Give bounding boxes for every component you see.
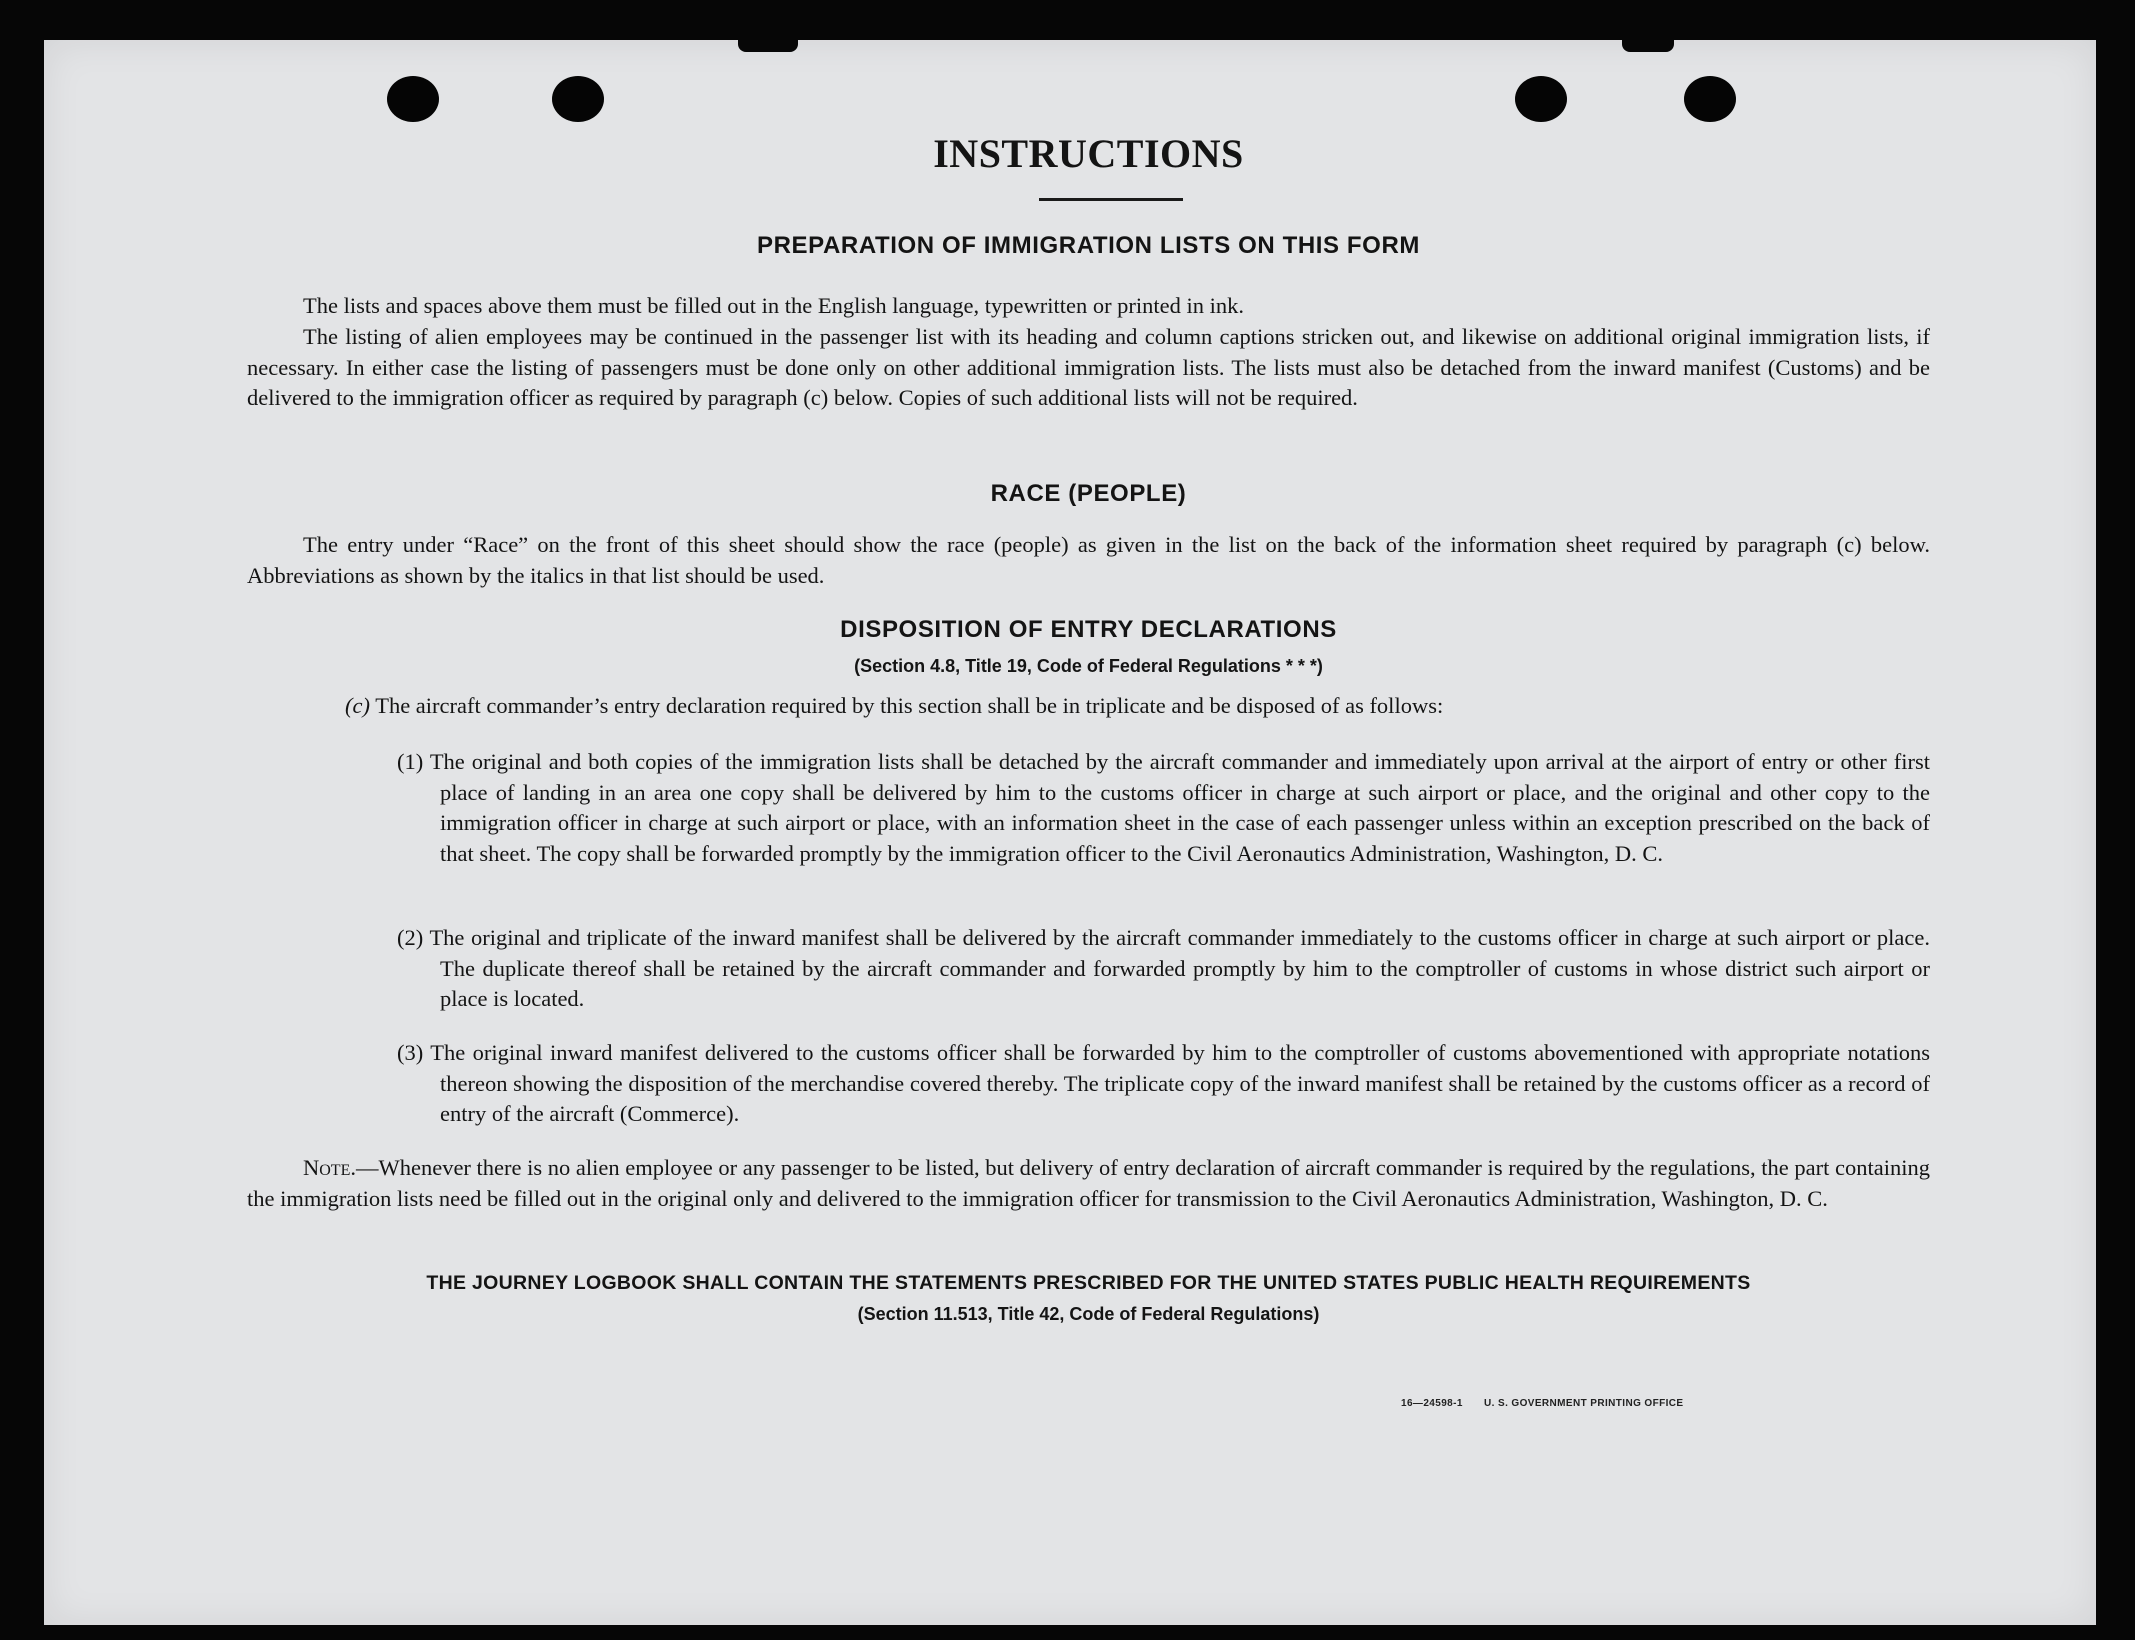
paragraph-race: The entry under “Race” on the front of this sheet should show the race (people) as given in the list on the back of the information sheet required by paragraph (c) below. Abbreviations as shown by the italics in that list should be used.: [247, 532, 1930, 588]
list-item-marker: (1): [397, 749, 424, 774]
logbook-statement: THE JOURNEY LOGBOOK SHALL CONTAIN THE STATEMENTS PRESCRIBED FOR THE UNITED STATES PUBLIC HEALTH REQUIREMENTS: [426, 1272, 1751, 1294]
paragraph-c-marker: (c): [345, 693, 370, 718]
printer-name: U. S. GOVERNMENT PRINTING OFFICE: [1484, 1398, 1684, 1409]
binding-clip: [1622, 40, 1674, 52]
paragraph-c-text: The aircraft commander’s entry declaration required by this section shall be in triplicate and be disposed of as follows:: [375, 693, 1444, 718]
section-heading-preparation: PREPARATION OF IMMIGRATION LISTS ON THIS FORM: [757, 232, 1420, 259]
list-item-marker: (3): [397, 1040, 424, 1065]
punch-hole: [1515, 76, 1567, 122]
punch-hole: [1684, 76, 1736, 122]
list-item-2: [397, 923, 1930, 1015]
note-text: —Whenever there is no alien employee or any passenger to be listed, but delivery of entry declaration of aircraft commander is required by the regulations, the part containing the immigration lists need be filled out in the original only and delivered to the immigration officer for transmission to the Civil Aeronautics Administration, Washington, D. C.: [247, 1155, 1930, 1211]
page-title: INSTRUCTIONS: [933, 131, 1244, 176]
list-item-text: The original and both copies of the immigration lists shall be detached by the aircraft commander and immediately upon arrival at the airport of entry or other first place of landing in an area one copy shall be delivered by him to the customs officer in charge at such airport or place, and the original and other copy to the immigration officer in charge at such airport or place, with an information sheet in the case of each passenger unless within an exception prescribed on the back of that sheet. The copy shall be forwarded promptly by the immigration officer to the Civil Aeronautics Administration, Washington, D. C.: [429, 749, 1930, 866]
section-heading-race: RACE (PEOPLE): [990, 480, 1187, 507]
punch-hole: [552, 76, 604, 122]
list-item-3: [397, 1038, 1930, 1130]
note-paragraph: [247, 1153, 1930, 1214]
paragraph-language: The lists and spaces above them must be filled out in the English language, typewritten or printed in ink.: [303, 293, 1245, 318]
title-underline: [1039, 198, 1183, 201]
list-item-text: The original inward manifest delivered to the customs officer shall be forwarded by him to the comptroller of customs abovementioned with appropriate notations thereon showing the disposition of the merchandise covered thereby. The triplicate copy of the inward manifest shall be retained by the customs officer as a record of entry of the aircraft (Commerce).: [430, 1040, 1931, 1126]
document-page: [44, 40, 2096, 1625]
section-citation-disposition: (Section 4.8, Title 19, Code of Federal Regulations * * *): [854, 656, 1323, 676]
note-label: Note.: [303, 1155, 356, 1180]
list-item-1: [397, 747, 1930, 869]
printer-imprint: [1401, 1398, 1684, 1409]
section-heading-disposition: DISPOSITION OF ENTRY DECLARATIONS: [840, 616, 1337, 643]
paragraph-alien-employees: The listing of alien employees may be continued in the passenger list with its heading and column captions stricken out, and likewise on additional original immigration lists, if necessary. In either case the listing of passengers must be done only on other additional immigration lists. The lists must also be detached from the inward manifest (Customs) and be delivered to the immigration officer as required by paragraph (c) below. Copies of such additional lists will not be required.: [247, 324, 1930, 410]
list-item-marker: (2): [397, 925, 424, 950]
binding-clip: [738, 40, 798, 52]
paragraph-c: [345, 691, 1930, 722]
list-item-text: The original and triplicate of the inward manifest shall be delivered by the aircraft commander immediately to the customs officer in charge at such airport or place. The duplicate thereof shall be retained by the aircraft commander and forwarded promptly by him to the comptroller of customs in whose district such airport or place is located.: [429, 925, 1931, 1011]
logbook-citation: (Section 11.513, Title 42, Code of Federal Regulations): [857, 1304, 1320, 1324]
form-number: 16—24598-1: [1401, 1398, 1463, 1409]
punch-hole: [387, 76, 439, 122]
